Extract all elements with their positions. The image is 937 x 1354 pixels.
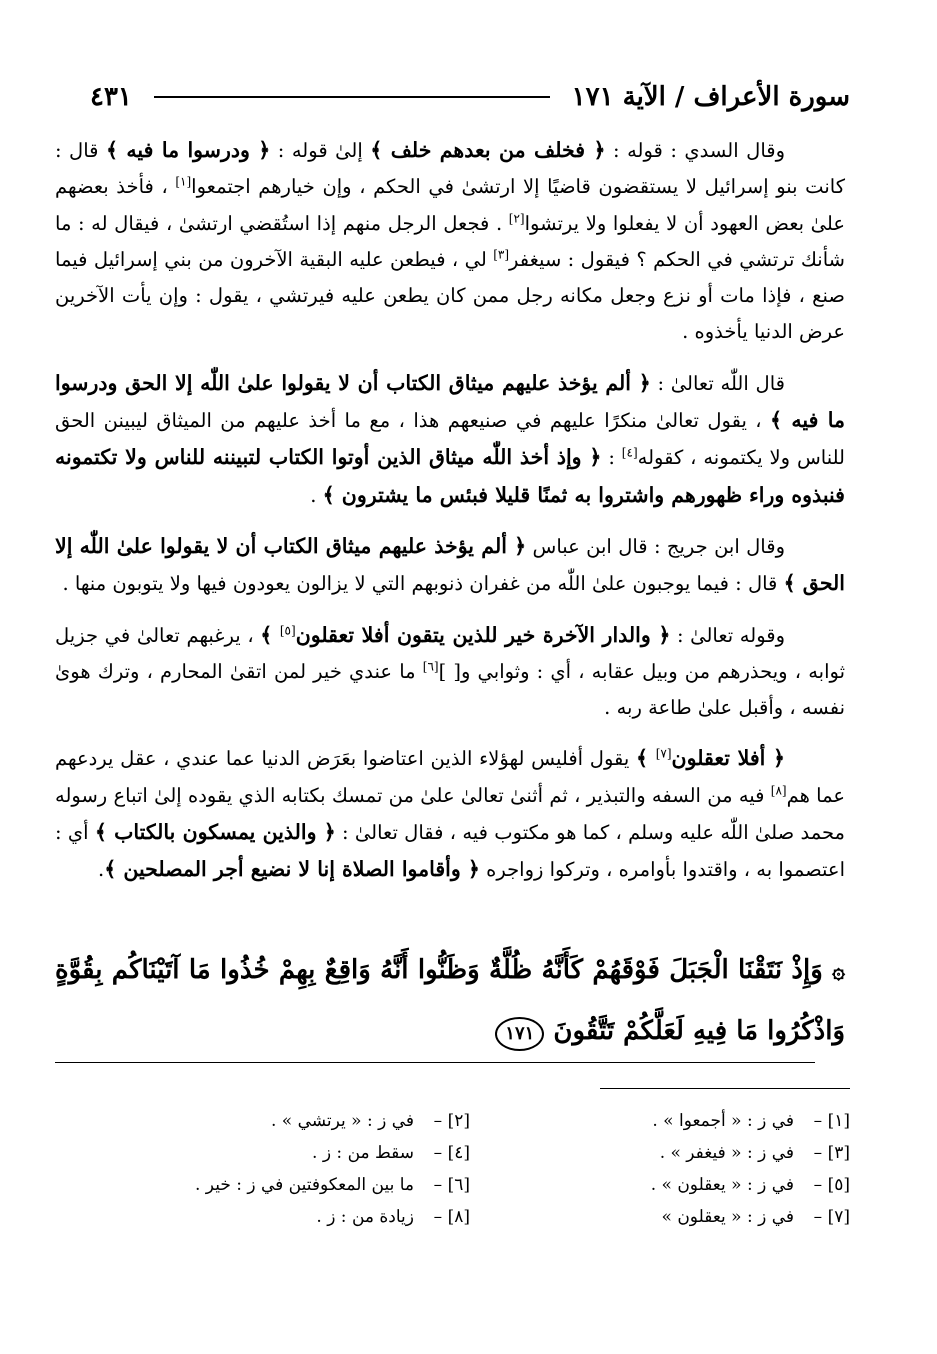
footnote-ref: [٣] <box>493 247 510 262</box>
text-run: وقوله تعالىٰ : <box>670 623 785 647</box>
text-run: : <box>601 446 622 470</box>
rub-el-hizb-icon: ۞ <box>832 958 845 984</box>
text-run: ما عندي خير لمن اتقىٰ المحارم ، وترك هوىٰ نفسه ، وأقبل علىٰ طاعة ربه . <box>55 659 845 720</box>
paragraph-3 <box>55 528 845 603</box>
page-number: ٤٣١ <box>90 82 132 112</box>
footnote-number: [٨] – <box>433 1207 470 1227</box>
header-rule <box>154 96 550 98</box>
footnote-item <box>90 1204 470 1230</box>
quran-quote: ﴿ والذين يمسكون بالكتاب ﴾ <box>94 820 336 845</box>
footnote-ref: [١] <box>175 174 192 189</box>
footnote-item <box>470 1172 850 1198</box>
paragraph-4 <box>55 617 845 727</box>
footnotes <box>90 1108 850 1230</box>
quran-verse-block <box>55 940 845 1061</box>
footnote-text: سقط من : ز . <box>312 1143 414 1163</box>
footnote-ref: [٢] <box>508 211 525 226</box>
footnote-text: في ز : « يعقلون » <box>661 1207 794 1227</box>
text-run: ، فأخذ بعضهم علىٰ بعض العهود أن لا يفعلوا ولا يرتشوا <box>55 175 846 235</box>
text-run: ، يقول تعالىٰ منكرًا عليهم في صنيعهم هذا ، مع ما أخذ عليهم من الميثاق ليبينن الحق للناس ولا يكتمونه ، كقوله <box>55 409 845 470</box>
verse-text: وَإِذْ نَتَقْنَا الْجَبَلَ فَوْقَهُمْ كَأَنَّهُ ظُلَّةٌ وَظَنُّوا أَنَّهُ وَاقِعٌ بِهِمْ خُذُوا مَا آتَيْنَاكُم بِقُوَّةٍ وَاذْكُرُوا مَا فِيهِ لَعَلَّكُمْ تَتَّقُونَ <box>55 955 845 1046</box>
text-run: وقال ابن جريج : قال ابن عباس <box>526 534 785 558</box>
text-run: . فجعل الرجل منهم إذا استُقضي ارتشىٰ ، فيقال له : ما شأنك ترتشي في الحكم ؟ فيقول : سيغفر <box>55 211 845 271</box>
text-run: قال : كانت بنو إسرائيل لا يستقضون قاضيًا إلا ارتشىٰ في الحكم ، وإن خيارهم اجتمعوا <box>55 139 845 199</box>
page-header <box>90 62 850 112</box>
footnote-number: [٥] – <box>813 1175 850 1195</box>
text-run: أي : اعتصموا به ، واقتدوا بأوامره ، وتركوا زواجره <box>55 821 845 882</box>
footnote-ref: [٥] <box>279 623 296 638</box>
running-title: سورة الأعراف / الآية ١٧١ <box>571 82 850 112</box>
quran-quote: ﴿ أفلا تعقلون <box>671 746 785 771</box>
footnote-number: [٦] – <box>433 1175 470 1195</box>
text-run: ، يرغبهم تعالىٰ في جزيل ثوابه ، ويحذرهم من وبيل عقابه ، أي : وثوابي و[ ] <box>55 623 845 683</box>
text-run: فيه من السفه والتبذير ، ثم أثنىٰ تعالىٰ علىٰ من تمسك بكتابه الذي يقوده إلىٰ اتباع رسوله محمد صلىٰ اللّٰه عليه وسلم ، كما هو مكتوب فيه ، فقال تعالىٰ : <box>55 783 845 845</box>
quran-quote: ﴿ ودرسوا ما فيه ﴾ <box>105 138 271 162</box>
quran-quote: ﴿ وإذ أخذ اللّٰه ميثاق الذين أوتوا الكتاب لتبيننه للناس ولا تكتمونه فنبذوه وراء ظهورهم واشتروا به ثمنًا قليلا فبئس ما يشترون ﴾ <box>55 445 845 507</box>
footnote-number: [٧] – <box>813 1207 850 1227</box>
footnote-text: في ز : « فيغفر » . <box>659 1143 794 1163</box>
quran-quote: ﴿ وأقاموا الصلاة إنا لا نضيع أجر المصلحين ﴾ <box>104 857 480 882</box>
footnote-item <box>470 1140 850 1166</box>
quran-quote: ﴿ فخلف من بعدهم خلف ﴾ <box>370 138 606 162</box>
quran-quote: ﴿ ألم يؤخذ عليهم ميثاق الكتاب أن لا يقولوا علىٰ اللّٰه إلا الحق ودرسوا ما فيه ﴾ <box>55 370 845 433</box>
paragraph-1 <box>55 132 845 351</box>
footnote-number: [٣] – <box>813 1143 850 1163</box>
footnote-text: في ز : « يعقلون » . <box>650 1175 794 1195</box>
quran-quote-close: ﴾ <box>636 746 656 771</box>
ayah-number-marker: ١٧١ <box>495 1017 544 1051</box>
paragraph-2 <box>55 365 845 514</box>
footnote-item <box>90 1140 470 1166</box>
footnote-item <box>470 1108 850 1134</box>
footnote-ref: [٦] <box>422 659 439 674</box>
text-run: يقول أفليس لهؤلاء الذين اعتاضوا بعَرَض الدنيا عما عندي ، عقل يردعهم عما هم <box>55 747 846 807</box>
footnote-item <box>90 1108 470 1134</box>
text-run: لي ، فيطعن عليه البقية الآخرون من بني إسرائيل فيما صنع ، فإذا مات أو نزع وجعل مكانه رجل ممن كان يطعن عليه فيرتشي ، يقول : وإن يأت الآخرين عرض الدنيا يأخذوه . <box>55 247 845 344</box>
footnote-item <box>90 1172 470 1198</box>
footnote-item <box>470 1204 850 1230</box>
footnote-ref: [٤] <box>621 445 638 460</box>
commentary-text <box>55 132 845 903</box>
text-run: قال اللّٰه تعالىٰ : <box>650 371 785 395</box>
text-run: قال : فيما يوجبون علىٰ اللّٰه من غفران ذنوبهم التي لا يزالون يعودون فيها ولا يتوبون منها . <box>62 572 784 596</box>
text-run: وقال السدي : قوله : <box>605 139 786 162</box>
quran-quote: ﴿ ألم يؤخذ عليهم ميثاق الكتاب أن لا يقولوا علىٰ اللّٰه إلا الحق ﴾ <box>55 533 845 596</box>
footnote-separator <box>600 1088 850 1089</box>
text-run: . <box>310 483 323 507</box>
quran-quote: ﴿ والدار الآخرة خير للذين يتقون أفلا تعقلون <box>295 622 671 647</box>
footnote-number: [١] – <box>813 1111 850 1131</box>
verse-divider <box>55 1062 815 1063</box>
footnote-number: [٢] – <box>433 1111 470 1131</box>
footnote-text: في ز : « يرتشي » . <box>270 1111 414 1131</box>
text-run: . <box>98 858 105 882</box>
footnote-ref: [٨] <box>770 783 787 798</box>
footnote-text: زيادة من : ز . <box>316 1207 414 1227</box>
text-run: إلىٰ قوله : <box>270 139 371 162</box>
quran-quote-close: ﴾ <box>260 622 280 647</box>
footnote-ref: [٧] <box>655 746 672 761</box>
footnote-text: في ز : « أجمعوا » . <box>652 1111 794 1131</box>
footnote-number: [٤] – <box>433 1143 470 1163</box>
paragraph-5 <box>55 740 845 888</box>
footnote-text: ما بين المعكوفتين في ز : خير . <box>195 1175 414 1195</box>
